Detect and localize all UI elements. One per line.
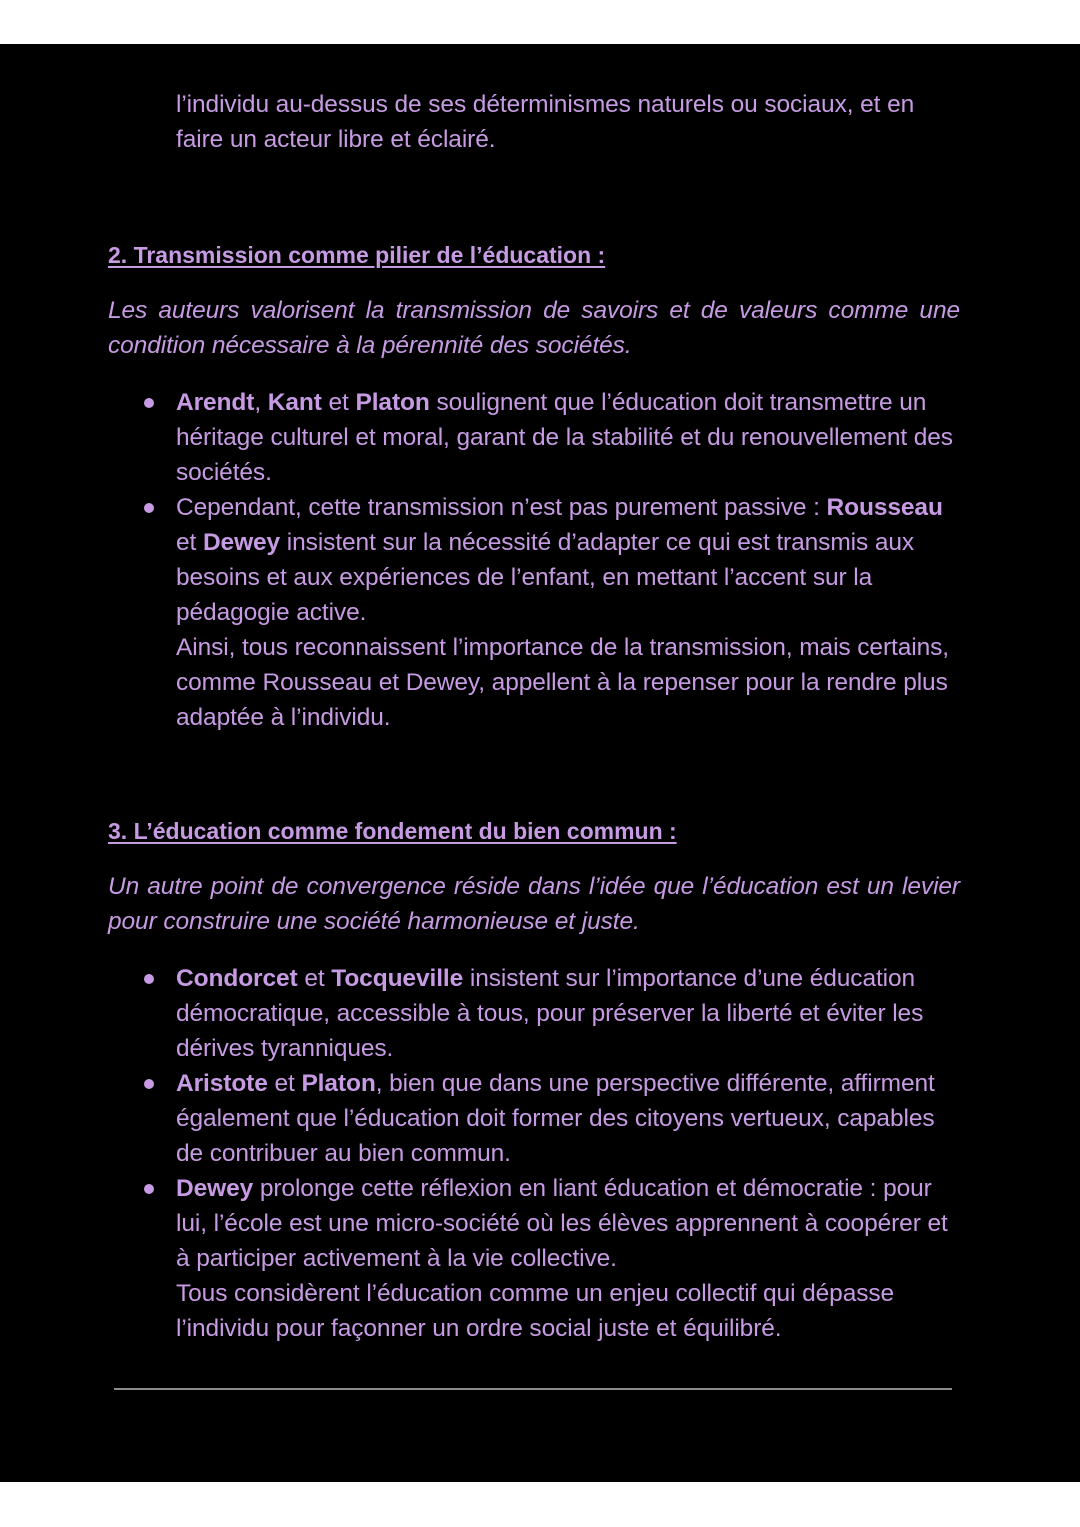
author-name: Rousseau (826, 494, 943, 521)
section-3-intro: Un autre point de convergence réside dans l’idée que l’éducation est un levier pour construire une société harmonieuse et juste. (108, 873, 960, 935)
bullet-lead: Cependant, cette transmission n’est pas purement passive : (176, 494, 827, 521)
section-3-bullet-list (176, 961, 966, 1346)
list-item (176, 961, 966, 1066)
author-name: Arendt (176, 389, 255, 416)
section-2-conclusion: Ainsi, tous reconnaissent l’importance de la transmission, mais certains, comme Rousseau et Dewey, appellent à la repenser pour la rendre plus adaptée à l’individu. (176, 634, 949, 731)
author-name: Tocqueville (331, 965, 464, 992)
author-name: Dewey (176, 1175, 254, 1202)
bullet-text: prolonge cette réflexion en liant éducation et démocratie : pour lui, l’école est une micro-société où les élèves apprennent à coopérer et à participer activement à la vie collective. (176, 1175, 948, 1272)
author-name: Dewey (202, 529, 281, 556)
bullet-text: , bien que dans une perspective différente, affirment également que l’éducation doit former des citoyens vertueux, capables de contribuer au bien commun. (176, 1070, 935, 1167)
bullet-icon (144, 974, 154, 984)
list-item (176, 385, 966, 490)
bullet-text: insistent sur la nécessité d’adapter ce qui est transmis aux besoins et aux expériences de l’enfant, en mettant l’accent sur la pédagogie active. (176, 529, 915, 626)
section-2-bullet-list (176, 385, 966, 735)
bullet-text: insistent sur l’importance d’une éducation démocratique, accessible à tous, pour préserver la liberté et éviter les dérives tyranniques. (176, 965, 924, 1062)
author-name: Platon (301, 1070, 376, 1097)
bullet-icon (144, 1079, 154, 1089)
list-item (176, 1171, 966, 1346)
separator: et (321, 389, 356, 416)
section-2-intro: Les auteurs valorisent la transmission de savoirs et de valeurs comme une condition nécessaire à la pérennité des sociétés. (108, 297, 960, 359)
document-page (0, 44, 1080, 1482)
author-name: Kant (267, 389, 322, 416)
author-name: Condorcet (176, 965, 298, 992)
horizontal-rule (114, 1388, 952, 1390)
author-name: Platon (355, 389, 430, 416)
bullet-text: soulignent que l’éducation doit transmettre un héritage culturel et moral, garant de la stabilité et du renouvellement des sociétés. (176, 389, 953, 486)
bullet-icon (144, 503, 154, 513)
separator: et (297, 965, 332, 992)
continuation-paragraph: l’individu au-dessus de ses déterminismes naturels ou sociaux, et en faire un acteur libre et éclairé. (176, 91, 915, 153)
bullet-icon (144, 398, 154, 408)
section-3-conclusion: Tous considèrent l’éducation comme un enjeu collectif qui dépasse l’individu pour façonner un ordre social juste et équilibré. (176, 1280, 895, 1342)
list-item (176, 1066, 966, 1171)
bullet-icon (144, 1184, 154, 1194)
section-2-heading: 2. Transmission comme pilier de l’éducation : (108, 242, 606, 268)
section-3-heading: 3. L’éducation comme fondement du bien commun : (108, 818, 677, 844)
separator: , (254, 389, 268, 416)
author-name: Aristote (176, 1070, 268, 1097)
separator: et (176, 529, 203, 556)
separator: et (267, 1070, 302, 1097)
list-item (176, 490, 966, 735)
